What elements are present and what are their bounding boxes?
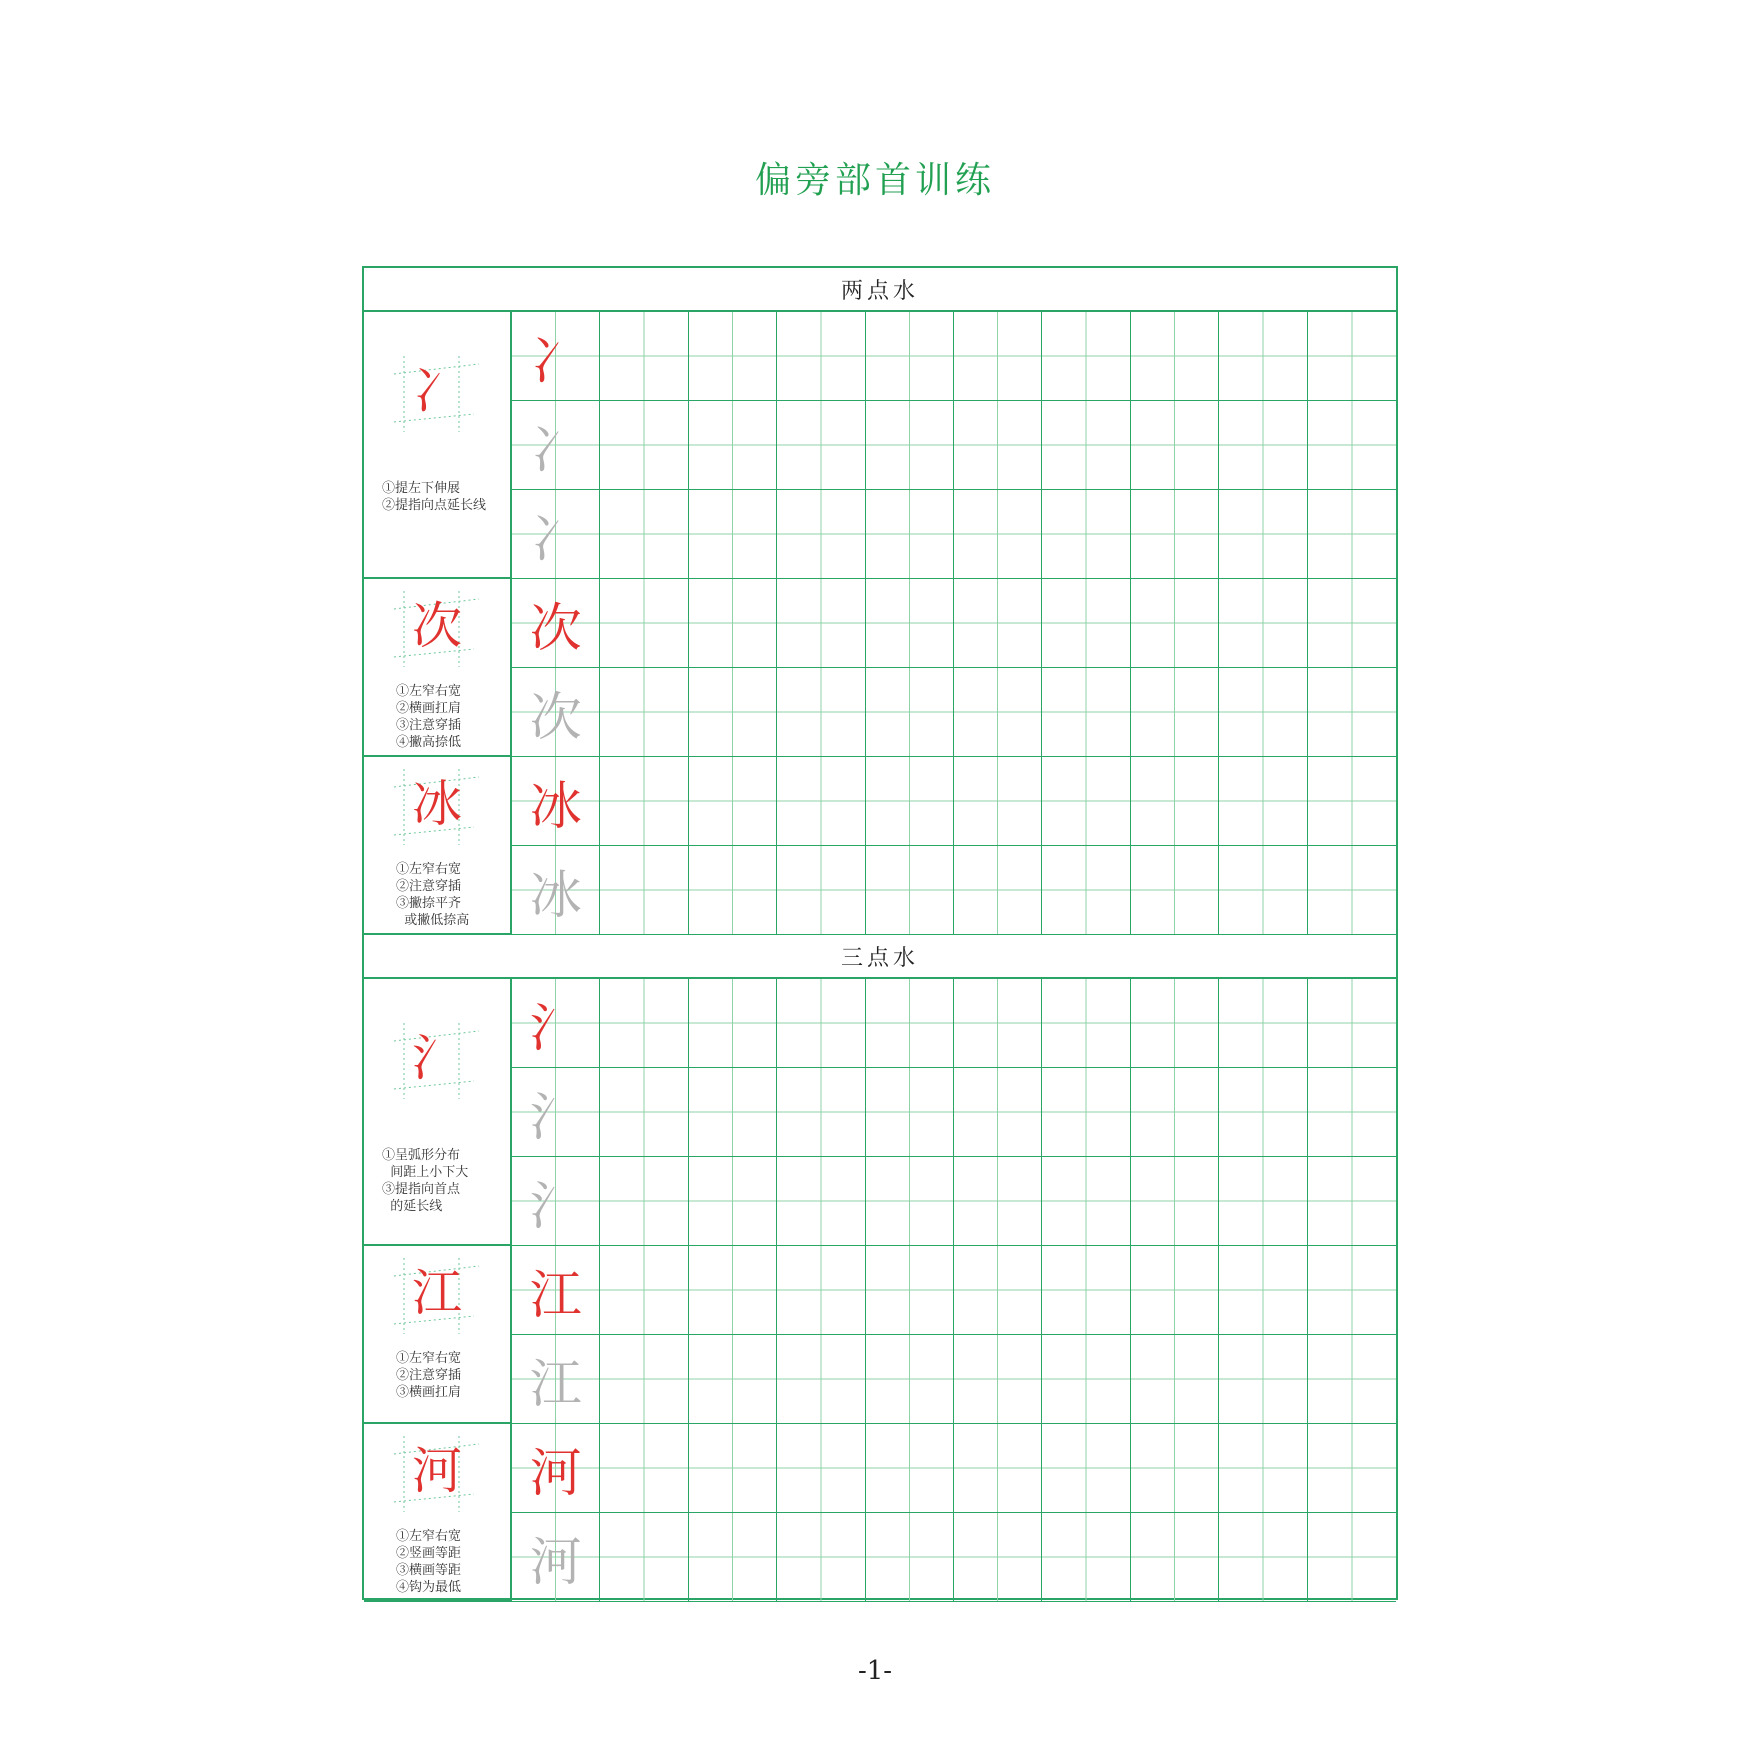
writing-cell[interactable] xyxy=(1131,1335,1219,1424)
writing-cell[interactable] xyxy=(1131,668,1219,757)
writing-tips: ①提左下伸展 ②提指向点延长线 xyxy=(382,481,487,513)
stroke-guide-panel xyxy=(364,1424,512,1602)
practice-row xyxy=(512,979,1396,1068)
writing-cell[interactable] xyxy=(1219,1246,1307,1335)
writing-cell[interactable] xyxy=(600,490,688,579)
writing-cell[interactable] xyxy=(1131,757,1219,846)
trace-character: 次 xyxy=(529,687,582,748)
writing-cell[interactable] xyxy=(1219,579,1307,668)
writing-cell[interactable] xyxy=(1042,757,1130,846)
writing-cell[interactable] xyxy=(1219,401,1307,490)
sample-cell xyxy=(512,1335,600,1424)
writing-cell[interactable] xyxy=(1219,668,1307,757)
sample-character: 冫 xyxy=(529,331,582,392)
practice-row xyxy=(512,757,1396,846)
writing-cell[interactable] xyxy=(1131,1246,1219,1335)
writing-cell[interactable] xyxy=(600,757,688,846)
writing-cell[interactable] xyxy=(954,1246,1042,1335)
writing-tips: ①左窄右宽 ②竖画等距 ③横画等距 ④钩为最低 xyxy=(396,1529,462,1595)
writing-cell[interactable] xyxy=(1042,579,1130,668)
writing-cell[interactable] xyxy=(689,401,777,490)
writing-cell[interactable] xyxy=(1042,401,1130,490)
writing-cell[interactable] xyxy=(777,401,865,490)
sample-cell xyxy=(512,1068,600,1157)
sample-cell xyxy=(512,1157,600,1246)
writing-cell[interactable] xyxy=(777,1068,865,1157)
writing-cell[interactable] xyxy=(1042,1157,1130,1246)
writing-cell[interactable] xyxy=(777,846,865,935)
sample-character: 冰 xyxy=(529,776,582,837)
writing-cell[interactable] xyxy=(1308,846,1396,935)
writing-cell[interactable] xyxy=(954,1068,1042,1157)
stroke-guide-panel xyxy=(364,579,512,757)
stroke-guide-panel xyxy=(364,312,512,579)
writing-cell[interactable] xyxy=(777,312,865,401)
sample-cell xyxy=(512,979,600,1068)
sample-cell xyxy=(512,401,600,490)
writing-cell[interactable] xyxy=(1042,1068,1130,1157)
writing-cell[interactable] xyxy=(954,668,1042,757)
writing-cell[interactable] xyxy=(954,1157,1042,1246)
practice-row xyxy=(512,312,1396,401)
writing-cell[interactable] xyxy=(1219,312,1307,401)
writing-cell[interactable] xyxy=(1131,490,1219,579)
writing-cell[interactable] xyxy=(1308,579,1396,668)
sample-cell xyxy=(512,579,600,668)
writing-cell[interactable] xyxy=(1308,490,1396,579)
practice-row xyxy=(512,1157,1396,1246)
writing-cell[interactable] xyxy=(1308,1157,1396,1246)
writing-cell[interactable] xyxy=(1219,979,1307,1068)
writing-cell[interactable] xyxy=(689,1246,777,1335)
writing-cell[interactable] xyxy=(689,979,777,1068)
writing-cell[interactable] xyxy=(1308,1068,1396,1157)
practice-row xyxy=(512,1335,1396,1424)
writing-cell[interactable] xyxy=(689,1157,777,1246)
sample-character: 氵 xyxy=(529,998,582,1059)
practice-row xyxy=(512,1246,1396,1335)
practice-sheet xyxy=(362,266,1398,1600)
writing-cell[interactable] xyxy=(600,1157,688,1246)
writing-tips: ①左窄右宽 ②注意穿插 ③撇捺平齐 或撇低捺高 xyxy=(396,862,470,928)
writing-cell[interactable] xyxy=(1308,1335,1396,1424)
writing-cell[interactable] xyxy=(1219,1424,1307,1513)
writing-cell[interactable] xyxy=(777,490,865,579)
writing-cell[interactable] xyxy=(1042,312,1130,401)
writing-cell[interactable] xyxy=(1219,1157,1307,1246)
sample-cell xyxy=(512,846,600,935)
writing-cell[interactable] xyxy=(954,579,1042,668)
writing-cell[interactable] xyxy=(689,757,777,846)
writing-cell[interactable] xyxy=(777,979,865,1068)
writing-cell[interactable] xyxy=(689,846,777,935)
writing-cell[interactable] xyxy=(1308,979,1396,1068)
writing-cell[interactable] xyxy=(777,1157,865,1246)
writing-cell[interactable] xyxy=(1308,1246,1396,1335)
writing-cell[interactable] xyxy=(1308,401,1396,490)
practice-row xyxy=(512,1424,1396,1513)
writing-cell[interactable] xyxy=(600,312,688,401)
writing-cell[interactable] xyxy=(1131,979,1219,1068)
sample-cell xyxy=(512,490,600,579)
writing-cell[interactable] xyxy=(1219,1513,1307,1602)
writing-cell[interactable] xyxy=(1131,579,1219,668)
model-character: 江 xyxy=(412,1264,462,1322)
writing-cell[interactable] xyxy=(1042,668,1130,757)
writing-cell[interactable] xyxy=(1219,757,1307,846)
sample-cell xyxy=(512,757,600,846)
writing-cell[interactable] xyxy=(600,1068,688,1157)
writing-cell[interactable] xyxy=(1131,1424,1219,1513)
writing-tips: ①左窄右宽 ②横画扛肩 ③注意穿插 ④撇高捺低 xyxy=(396,684,462,750)
writing-cell[interactable] xyxy=(689,579,777,668)
model-character: 河 xyxy=(412,1442,462,1500)
practice-row xyxy=(512,668,1396,757)
writing-cell[interactable] xyxy=(866,757,954,846)
model-character: 氵 xyxy=(412,1029,462,1087)
stroke-guide-panel xyxy=(364,757,512,935)
trace-character: 河 xyxy=(529,1532,582,1593)
writing-cell[interactable] xyxy=(689,1335,777,1424)
writing-cell[interactable] xyxy=(1219,1068,1307,1157)
writing-cell[interactable] xyxy=(866,1246,954,1335)
writing-cell[interactable] xyxy=(954,979,1042,1068)
writing-cell[interactable] xyxy=(777,1335,865,1424)
writing-cell[interactable] xyxy=(1308,668,1396,757)
writing-cell[interactable] xyxy=(1131,1513,1219,1602)
writing-cell[interactable] xyxy=(689,312,777,401)
model-character: 冰 xyxy=(412,775,462,833)
sample-cell xyxy=(512,1424,600,1513)
writing-cell[interactable] xyxy=(600,1513,688,1602)
writing-cell[interactable] xyxy=(1042,1513,1130,1602)
writing-cell[interactable] xyxy=(777,668,865,757)
writing-cell[interactable] xyxy=(1219,846,1307,935)
guide-lines-icon xyxy=(364,312,510,577)
writing-cell[interactable] xyxy=(866,490,954,579)
writing-cell[interactable] xyxy=(600,1246,688,1335)
model-character: 次 xyxy=(412,597,462,655)
writing-cell[interactable] xyxy=(866,1424,954,1513)
writing-cell[interactable] xyxy=(777,1424,865,1513)
model-character: 冫 xyxy=(412,362,462,420)
writing-cell[interactable] xyxy=(689,668,777,757)
writing-cell[interactable] xyxy=(689,490,777,579)
writing-cell[interactable] xyxy=(954,846,1042,935)
sample-cell xyxy=(512,1246,600,1335)
page-title: 偏旁部首训练 xyxy=(754,160,995,201)
writing-cell[interactable] xyxy=(866,1068,954,1157)
writing-cell[interactable] xyxy=(600,579,688,668)
writing-cell[interactable] xyxy=(1131,1157,1219,1246)
writing-cell[interactable] xyxy=(689,1513,777,1602)
trace-character: 氵 xyxy=(529,1176,582,1237)
sample-character: 河 xyxy=(529,1443,582,1504)
writing-tips: ①左窄右宽 ②注意穿插 ③横画扛肩 xyxy=(396,1351,462,1400)
trace-character: 冰 xyxy=(529,865,582,926)
practice-row xyxy=(512,846,1396,935)
sample-cell xyxy=(512,1513,600,1602)
practice-row xyxy=(512,401,1396,490)
writing-cell[interactable] xyxy=(1131,1068,1219,1157)
practice-row xyxy=(512,579,1396,668)
writing-cell[interactable] xyxy=(1131,846,1219,935)
trace-character: 江 xyxy=(529,1354,582,1415)
writing-cell[interactable] xyxy=(1042,1424,1130,1513)
writing-cell[interactable] xyxy=(954,1513,1042,1602)
writing-cell[interactable] xyxy=(1308,757,1396,846)
writing-cell[interactable] xyxy=(600,846,688,935)
writing-cell[interactable] xyxy=(600,401,688,490)
writing-cell[interactable] xyxy=(1042,979,1130,1068)
writing-cell[interactable] xyxy=(1042,1335,1130,1424)
stroke-guide-panel xyxy=(364,1246,512,1424)
writing-cell[interactable] xyxy=(600,1335,688,1424)
trace-character: 冫 xyxy=(529,420,582,481)
trace-character: 氵 xyxy=(529,1087,582,1148)
writing-cell[interactable] xyxy=(866,401,954,490)
writing-cell[interactable] xyxy=(954,1424,1042,1513)
writing-cell[interactable] xyxy=(777,1246,865,1335)
practice-row xyxy=(512,1068,1396,1157)
writing-cell[interactable] xyxy=(1219,1335,1307,1424)
writing-cell[interactable] xyxy=(954,1335,1042,1424)
sample-character: 次 xyxy=(529,598,582,659)
writing-cell[interactable] xyxy=(1219,490,1307,579)
writing-cell[interactable] xyxy=(866,846,954,935)
trace-character: 冫 xyxy=(529,509,582,570)
writing-cell[interactable] xyxy=(600,668,688,757)
sample-character: 江 xyxy=(529,1265,582,1326)
writing-cell[interactable] xyxy=(1131,312,1219,401)
writing-cell[interactable] xyxy=(777,579,865,668)
writing-cell[interactable] xyxy=(954,490,1042,579)
writing-cell[interactable] xyxy=(1308,1513,1396,1602)
writing-cell[interactable] xyxy=(954,757,1042,846)
writing-cell[interactable] xyxy=(689,1068,777,1157)
writing-cell[interactable] xyxy=(777,757,865,846)
sample-cell xyxy=(512,312,600,401)
sample-cell xyxy=(512,668,600,757)
writing-tips: ①呈弧形分布 间距上小下大 ③提指向首点 的延长线 xyxy=(382,1148,469,1214)
writing-cell[interactable] xyxy=(866,579,954,668)
writing-cell[interactable] xyxy=(1042,1246,1130,1335)
practice-row xyxy=(512,1513,1396,1602)
writing-cell[interactable] xyxy=(689,1424,777,1513)
section-header: 三点水 xyxy=(364,935,1396,979)
writing-cell[interactable] xyxy=(1042,846,1130,935)
writing-cell[interactable] xyxy=(1042,490,1130,579)
writing-cell[interactable] xyxy=(1308,312,1396,401)
writing-cell[interactable] xyxy=(1131,401,1219,490)
writing-cell[interactable] xyxy=(866,1335,954,1424)
writing-cell[interactable] xyxy=(954,312,1042,401)
writing-cell[interactable] xyxy=(866,1513,954,1602)
practice-row xyxy=(512,490,1396,579)
writing-cell[interactable] xyxy=(866,668,954,757)
writing-cell[interactable] xyxy=(600,1424,688,1513)
page-number: -1- xyxy=(857,1656,893,1686)
writing-cell[interactable] xyxy=(777,1513,865,1602)
writing-cell[interactable] xyxy=(954,401,1042,490)
section-header: 两点水 xyxy=(364,268,1396,312)
stroke-guide-panel xyxy=(364,979,512,1246)
writing-cell[interactable] xyxy=(1308,1424,1396,1513)
writing-cell[interactable] xyxy=(600,979,688,1068)
writing-cell[interactable] xyxy=(866,979,954,1068)
writing-cell[interactable] xyxy=(866,1157,954,1246)
writing-cell[interactable] xyxy=(866,312,954,401)
